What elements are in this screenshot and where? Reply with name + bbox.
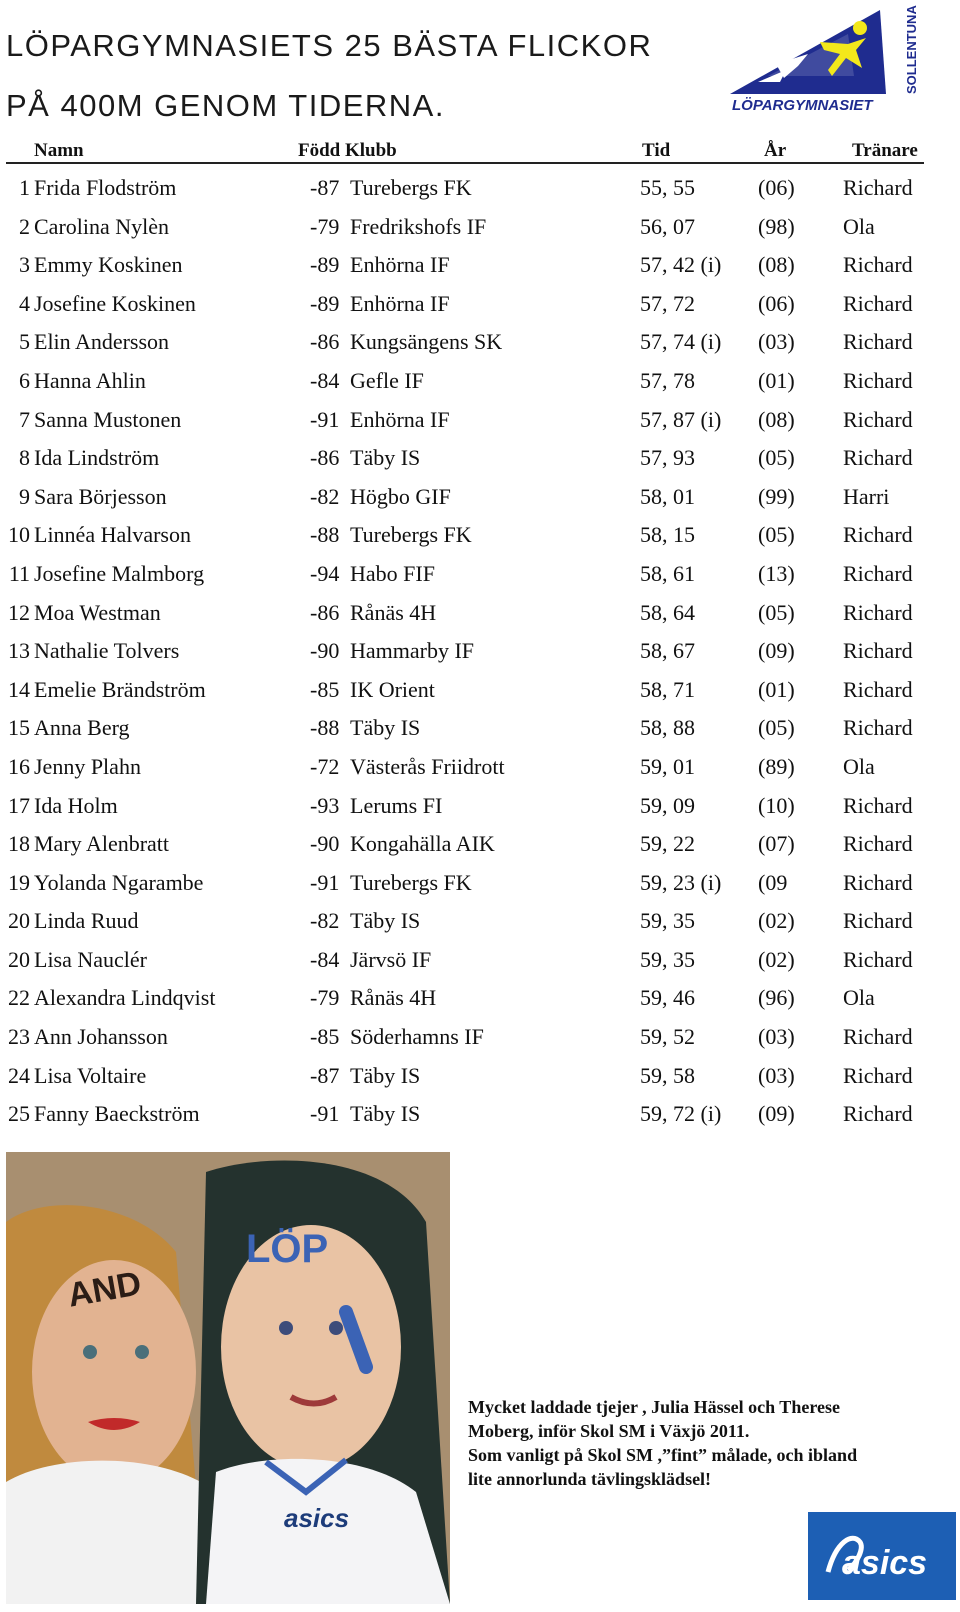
name-cell: Linda Ruud (34, 908, 139, 934)
rank-cell: 6 (19, 367, 30, 393)
coach-cell: Richard (843, 599, 913, 625)
table-row (0, 556, 940, 595)
born-cell: -87 (310, 175, 340, 200)
year-cell: (05) (758, 445, 795, 471)
year-cell: (09) (758, 1101, 795, 1127)
rank-cell: 23 (8, 1024, 30, 1050)
club-cell: Täby IS (350, 715, 421, 741)
asics-logo-text: asics (842, 1544, 928, 1582)
born-cell: -79 (310, 985, 340, 1011)
year-cell: (05) (758, 599, 795, 625)
table-row (0, 363, 940, 402)
born-cell: -88 (310, 715, 340, 741)
rank-cell: 1 (19, 175, 30, 200)
rank-cell: 17 (8, 792, 30, 818)
club-cell: Hammarby IF (350, 638, 475, 664)
rank-cell: 19 (8, 869, 30, 895)
name-cell: Josefine Koskinen (34, 290, 196, 316)
time-cell: 57, 93 (640, 445, 695, 471)
table-row (0, 749, 940, 788)
born-cell: -85 (310, 1024, 340, 1050)
year-cell: (03) (758, 1062, 795, 1088)
table-row (0, 324, 940, 363)
table-row (0, 440, 940, 479)
born-cell: -88 (310, 522, 340, 548)
time-cell: 59, 09 (640, 792, 695, 818)
rank-cell: 24 (8, 1062, 30, 1088)
born-cell: -94 (310, 560, 340, 586)
asics-logo-mark (808, 1512, 956, 1600)
name-cell: Fanny Baeckström (34, 1101, 200, 1127)
name-cell: Ann Johansson (34, 1024, 168, 1050)
logo-brand-text: LÖPARGYMNASIET (732, 97, 873, 114)
club-cell: Täby IS (350, 1101, 421, 1127)
time-cell: 57, 42 (i) (640, 252, 722, 278)
name-cell: Nathalie Tolvers (34, 638, 180, 664)
table-row (0, 247, 940, 286)
time-cell: 57, 72 (640, 290, 695, 316)
born-cell: -79 (310, 213, 340, 239)
rank-cell: 25 (8, 1101, 30, 1127)
club-cell: Enhörna IF (350, 252, 450, 278)
rank-cell: 20 (8, 908, 30, 934)
name-cell: Jenny Plahn (34, 753, 141, 779)
rank-cell: 3 (19, 252, 30, 278)
table-row (0, 942, 940, 981)
year-cell: (07) (758, 831, 795, 857)
table-row (0, 1058, 940, 1097)
rank-cell: 7 (19, 406, 30, 432)
club-cell: Kongahälla AIK (350, 831, 495, 857)
club-cell: Rånäs 4H (350, 599, 437, 625)
table-row (0, 595, 940, 634)
born-cell: -90 (310, 831, 340, 857)
coach-cell: Ola (843, 985, 875, 1011)
club-cell: Fredrikshofs IF (350, 213, 487, 239)
coach-cell: Richard (843, 676, 913, 702)
time-cell: 59, 72 (i) (640, 1101, 722, 1127)
name-cell: Sara Börjesson (34, 483, 167, 509)
time-cell: 58, 71 (640, 676, 695, 702)
caption-line-1: Mycket laddade tjejer , Julia Hässel och Therese (468, 1397, 840, 1417)
year-cell: (08) (758, 252, 795, 278)
table-row (0, 710, 940, 749)
born-cell: -87 (310, 1062, 340, 1088)
name-cell: Lisa Voltaire (34, 1062, 147, 1088)
club-cell: Gefle IF (350, 367, 424, 393)
table-row (0, 286, 940, 325)
born-cell: -84 (310, 946, 340, 972)
lopargymnasiet-logo (728, 4, 924, 116)
results-table (0, 170, 940, 1135)
club-cell: Högbo GIF (350, 483, 451, 509)
coach-cell: Ola (843, 753, 875, 779)
year-cell: (05) (758, 522, 795, 548)
time-cell: 58, 15 (640, 522, 695, 548)
club-cell: Söderhamns IF (350, 1024, 484, 1050)
year-cell: (89) (758, 753, 795, 779)
coach-cell: Richard (843, 252, 913, 278)
year-cell: (09) (758, 638, 795, 664)
coach-cell: Richard (843, 367, 913, 393)
time-cell: 58, 61 (640, 560, 695, 586)
coach-cell: Ola (843, 213, 875, 239)
born-cell: -86 (310, 445, 340, 471)
time-cell: 57, 87 (i) (640, 406, 722, 432)
club-cell: IK Orient (350, 676, 435, 702)
header-coach: Tränare (852, 140, 918, 161)
born-cell: -86 (310, 599, 340, 625)
time-cell: 57, 78 (640, 367, 695, 393)
club-cell: Turebergs FK (350, 175, 472, 200)
time-cell: 56, 07 (640, 213, 695, 239)
photo-caption (468, 1395, 928, 1491)
time-cell: 59, 01 (640, 753, 695, 779)
club-cell: Turebergs FK (350, 869, 472, 895)
header-born-club: Född Klubb (298, 140, 397, 161)
born-cell: -89 (310, 290, 340, 316)
coach-cell: Richard (843, 1024, 913, 1050)
time-cell: 59, 58 (640, 1062, 695, 1088)
coach-cell: Richard (843, 290, 913, 316)
table-row (0, 209, 940, 248)
year-cell: (09 (758, 869, 788, 895)
born-cell: -72 (310, 753, 340, 779)
table-row (0, 170, 940, 209)
rank-cell: 14 (8, 676, 30, 702)
header-year: År (764, 140, 787, 161)
born-cell: -82 (310, 483, 340, 509)
year-cell: (02) (758, 908, 795, 934)
table-row (0, 479, 940, 518)
club-cell: Lerums FI (350, 792, 443, 818)
born-cell: -93 (310, 792, 340, 818)
name-cell: Ida Lindström (34, 445, 160, 471)
club-cell: Turebergs FK (350, 522, 472, 548)
name-cell: Frida Flodström (34, 175, 177, 200)
table-row (0, 402, 940, 441)
time-cell: 59, 46 (640, 985, 695, 1011)
name-cell: Linnéa Halvarson (34, 522, 191, 548)
coach-cell: Richard (843, 175, 913, 200)
coach-cell: Richard (843, 869, 913, 895)
rank-cell: 12 (8, 599, 30, 625)
table-header (0, 138, 924, 164)
name-cell: Elin Andersson (34, 329, 170, 355)
rank-cell: 10 (8, 522, 30, 548)
club-cell: Täby IS (350, 1062, 421, 1088)
rank-cell: 2 (19, 213, 30, 239)
year-cell: (01) (758, 367, 795, 393)
rank-cell: 9 (19, 483, 30, 509)
name-cell: Hanna Ahlin (34, 367, 146, 393)
rank-cell: 11 (8, 560, 30, 586)
name-cell: Anna Berg (34, 715, 130, 741)
table-row (0, 980, 940, 1019)
born-cell: -84 (310, 367, 340, 393)
year-cell: (98) (758, 213, 795, 239)
name-cell: Mary Alenbratt (34, 831, 170, 857)
header-time: Tid (642, 140, 671, 161)
year-cell: (02) (758, 946, 795, 972)
photo-illustration (6, 1152, 450, 1604)
table-row (0, 788, 940, 827)
rank-cell: 22 (8, 985, 30, 1011)
coach-cell: Richard (843, 831, 913, 857)
time-cell: 59, 35 (640, 908, 695, 934)
time-cell: 59, 23 (i) (640, 869, 722, 895)
club-cell: Täby IS (350, 908, 421, 934)
year-cell: (01) (758, 676, 795, 702)
face-text-lop: LÖP (246, 1227, 329, 1271)
table-row (0, 1096, 940, 1135)
asics-logo (808, 1512, 956, 1600)
name-cell: Carolina Nylèn (34, 213, 170, 239)
born-cell: -89 (310, 252, 340, 278)
rank-cell: 16 (8, 753, 30, 779)
year-cell: (03) (758, 1024, 795, 1050)
club-cell: Enhörna IF (350, 406, 450, 432)
year-cell: (96) (758, 985, 795, 1011)
coach-cell: Richard (843, 522, 913, 548)
name-cell: Moa Westman (34, 599, 161, 625)
year-cell: (05) (758, 715, 795, 741)
rank-cell: 15 (8, 715, 30, 741)
coach-cell: Richard (843, 329, 913, 355)
rank-cell: 5 (19, 329, 30, 355)
rank-cell: 20 (8, 946, 30, 972)
born-cell: -85 (310, 676, 340, 702)
coach-cell: Richard (843, 908, 913, 934)
time-cell: 57, 74 (i) (640, 329, 722, 355)
coach-cell: Richard (843, 406, 913, 432)
shirt-text-asics: asics (284, 1503, 350, 1533)
table-row (0, 826, 940, 865)
caption-line-4: lite annorlunda tävlingsklädsel! (468, 1469, 712, 1489)
year-cell: (08) (758, 406, 795, 432)
table-row (0, 903, 940, 942)
time-cell: 59, 35 (640, 946, 695, 972)
rank-cell: 13 (8, 638, 30, 664)
table-row (0, 865, 940, 904)
caption-line-2: Moberg, inför Skol SM i Växjö 2011. (468, 1421, 750, 1441)
coach-cell: Richard (843, 792, 913, 818)
coach-cell: Richard (843, 946, 913, 972)
rank-cell: 4 (19, 290, 30, 316)
time-cell: 55, 55 (640, 175, 695, 200)
table-row (0, 672, 940, 711)
year-cell: (06) (758, 175, 795, 200)
club-cell: Habo FIF (350, 560, 435, 586)
year-cell: (99) (758, 483, 795, 509)
time-cell: 58, 88 (640, 715, 695, 741)
logo-place-text: SOLLENTUNA (904, 5, 919, 94)
name-cell: Alexandra Lindqvist (34, 985, 216, 1011)
year-cell: (03) (758, 329, 795, 355)
page-title-line-1: LÖPARGYMNASIETS 25 BÄSTA FLICKOR (6, 28, 653, 63)
club-cell: Järvsö IF (350, 946, 432, 972)
born-cell: -91 (310, 406, 340, 432)
header-rule (6, 162, 924, 164)
coach-cell: Harri (843, 483, 890, 509)
born-cell: -86 (310, 329, 340, 355)
face-text-and: AND (64, 1264, 145, 1315)
born-cell: -90 (310, 638, 340, 664)
time-cell: 59, 22 (640, 831, 695, 857)
coach-cell: Richard (843, 445, 913, 471)
born-cell: -91 (310, 1101, 340, 1127)
name-cell: Josefine Malmborg (34, 560, 205, 586)
club-cell: Enhörna IF (350, 290, 450, 316)
time-cell: 58, 67 (640, 638, 695, 664)
table-row (0, 1019, 940, 1058)
coach-cell: Richard (843, 560, 913, 586)
club-cell: Rånäs 4H (350, 985, 437, 1011)
name-cell: Yolanda Ngarambe (34, 869, 204, 895)
coach-cell: Richard (843, 638, 913, 664)
name-cell: Ida Holm (34, 792, 118, 818)
rank-cell: 8 (19, 445, 30, 471)
coach-cell: Richard (843, 1101, 913, 1127)
club-cell: Täby IS (350, 445, 421, 471)
name-cell: Emelie Brändström (34, 676, 206, 702)
club-cell: Kungsängens SK (350, 329, 503, 355)
caption-line-3: Som vanligt på Skol SM ,”fint” målade, och ibland (468, 1445, 858, 1465)
coach-cell: Richard (843, 715, 913, 741)
club-cell: Västerås Friidrott (350, 753, 505, 779)
time-cell: 59, 52 (640, 1024, 695, 1050)
born-cell: -91 (310, 869, 340, 895)
name-cell: Lisa Nauclér (34, 946, 147, 972)
born-cell: -82 (310, 908, 340, 934)
name-cell: Emmy Koskinen (34, 252, 183, 278)
time-cell: 58, 64 (640, 599, 695, 625)
name-cell: Sanna Mustonen (34, 406, 182, 432)
year-cell: (06) (758, 290, 795, 316)
page-title-line-2: PÅ 400M GENOM TIDERNA. (6, 88, 445, 123)
table-row (0, 633, 940, 672)
coach-cell: Richard (843, 1062, 913, 1088)
year-cell: (10) (758, 792, 795, 818)
header-name: Namn (34, 140, 84, 161)
rank-cell: 18 (8, 831, 30, 857)
team-photo (6, 1152, 450, 1604)
time-cell: 58, 01 (640, 483, 695, 509)
table-row (0, 517, 940, 556)
year-cell: (13) (758, 560, 795, 586)
